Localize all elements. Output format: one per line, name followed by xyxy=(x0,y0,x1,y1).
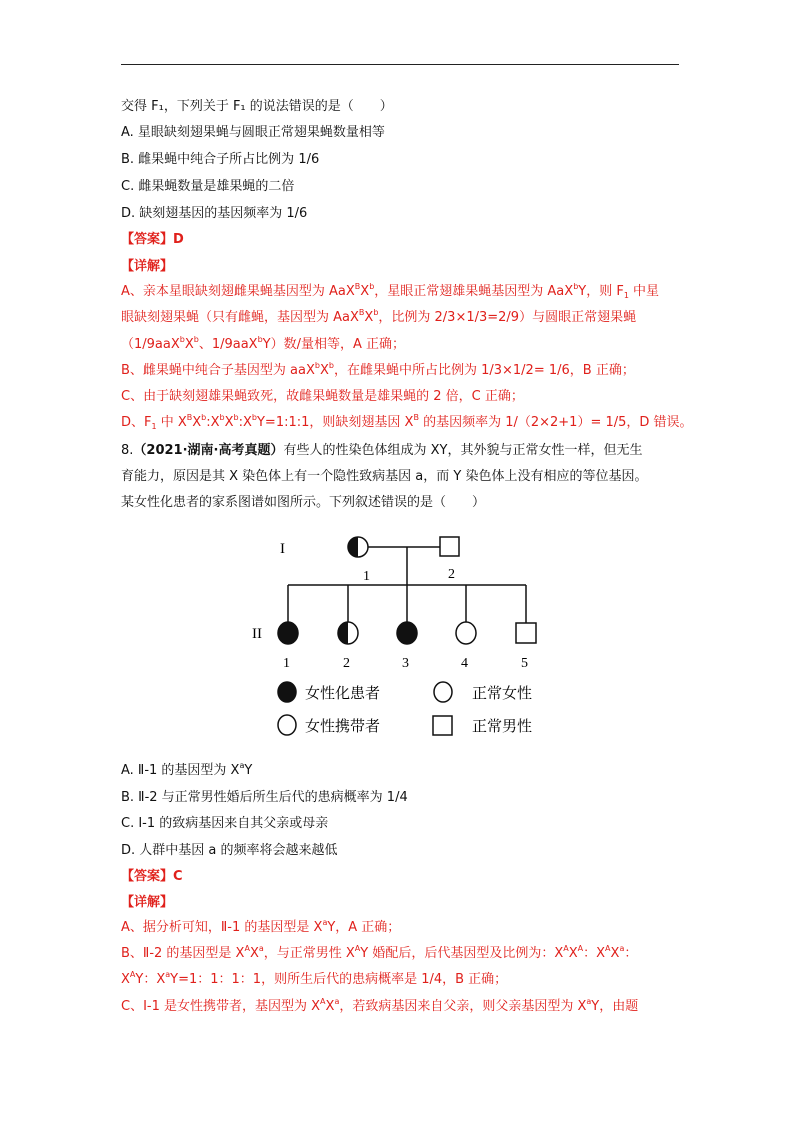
q8-explain-c: C、Ⅰ-1 是女性携带者，基因型为 $X^AX^a$，若致病基因来自父亲，则父亲基因型为 $X^aY$，由题 xyxy=(121,997,639,1014)
q8-explain-b-line1: B、Ⅱ-2 的基因型是 $X^AX^a$，与正常男性 $X^AY$ 婚配后，后代基因型及比例为：$X^AX^A$：$X^AX^a$： xyxy=(121,944,638,961)
individual-II-4 xyxy=(456,622,476,644)
q8-explain-b-line2: $X^AY$：$X^aY=1$：1：1：1，则所生后代的患病概率是 1/4，B 正确； xyxy=(121,970,508,987)
q8-option-d: D. 人群中基因 a 的频率将会越来越低 xyxy=(121,843,338,858)
q7-explain-a-line1: A、亲本星眼缺刻翅雌果蝇基因型为 $AaX^BX^b$，星眼正常翅雄果蝇基因型为 AaX$^b$Y，则 $F_1$ 中星 xyxy=(121,282,660,300)
individual-number-I-2: 2 xyxy=(448,567,455,582)
q8-stem-line1: 8.（2021·湖南·高考真题）有些人的性染色体组成为 XY，其外貌与正常女性一样，但无生 xyxy=(121,443,643,458)
individual-number-II-4: 4 xyxy=(461,656,468,671)
q8-option-c: C. I-1 的致病基因来自其父亲或母亲 xyxy=(121,816,329,831)
individual-number-II-3: 3 xyxy=(402,656,409,671)
q7-explain-a-line3: （$1/9aaX^bX^b$、1/9aaX$^b$Y）数/量相等，A 正确； xyxy=(121,335,406,352)
generation-label-2: II xyxy=(252,626,262,642)
legend-affected-symbol xyxy=(278,682,296,702)
q8-stem-line2: 育能力，原因是其 X 染色体上有一个隐性致病基因 a，而 Y 染色体上没有相应的等位基因。 xyxy=(121,469,648,484)
individual-II-5 xyxy=(516,623,536,643)
q7-detail-label: 【详解】 xyxy=(121,259,174,274)
q8-detail-label: 【详解】 xyxy=(121,895,174,910)
q7-option-a: A. 星眼缺刻翅果蝇与圆眼正常翅果蝇数量相等 xyxy=(121,125,385,140)
individual-number-II-1: 1 xyxy=(283,656,290,671)
individual-II-3 xyxy=(397,622,417,644)
q7-stem: 交得 F₁，下列关于 F₁ 的说法错误的是（ ） xyxy=(121,99,393,114)
header-rule xyxy=(121,64,679,65)
legend-affected-label: 女性化患者 xyxy=(305,686,381,702)
q7-option-b: B. 雌果蝇中纯合子所占比例为 1/6 xyxy=(121,152,320,167)
legend-normal-male-symbol xyxy=(433,716,452,735)
q7-option-c: C. 雌果蝇数量是雄果蝇的二倍 xyxy=(121,179,295,194)
individual-number-II-5: 5 xyxy=(521,656,528,671)
individual-I-1 xyxy=(348,537,368,557)
individual-number-I-1: 1 xyxy=(363,569,370,584)
q7-explain-c: C、由于缺刻翅雄果蝇致死，故雌果蝇数量是雄果蝇的 2 倍，C 正确； xyxy=(121,389,524,404)
q7-explain-b: B、雌果蝇中纯合子基因型为 $aaX^bX^b$，在雌果蝇中所占比例为 1/3×1/2= 1/6，B 正确； xyxy=(121,361,635,378)
legend-normal-male-label: 正常男性 xyxy=(472,719,533,735)
individual-I-2 xyxy=(440,537,459,556)
generation-label-1: I xyxy=(280,541,285,557)
q7-explain-a-line2: 眼缺刻翅果蝇（只有雌蝇，基因型为 $AaX^BX^b$，比例为 2/3×1/3=2/9）与圆眼正常翅果蝇 xyxy=(121,308,637,325)
q8-option-b: B. Ⅱ-2 与正常男性婚后所生后代的患病概率为 1/4 xyxy=(121,790,408,805)
legend-normal-female-symbol xyxy=(434,682,452,702)
pedigree-chart xyxy=(250,530,570,740)
legend-carrier-symbol xyxy=(278,715,296,740)
q8-explain-a: A、据分析可知，Ⅱ-1 的基因型是 $X^aY$，A 正确； xyxy=(121,918,401,935)
individual-number-II-2: 2 xyxy=(343,656,350,671)
legend-normal-female-label: 正常女性 xyxy=(472,686,533,702)
legend-carrier-label: 女性携带者 xyxy=(305,719,381,735)
q7-answer: 【答案】D xyxy=(121,232,184,247)
individual-II-1 xyxy=(278,622,298,644)
q8-answer: 【答案】C xyxy=(121,869,183,884)
q7-explain-d: D、$F_1$ 中 $X^BX^b:X^bX^b:X^bY=1:1:1$，则缺刻翅基因 $X^B$ 的基因频率为 1/（2×2+1）= 1/5，D 错误。 xyxy=(121,413,693,431)
q7-option-d: D. 缺刻翅基因的基因频率为 1/6 xyxy=(121,206,308,221)
q8-option-a: A. Ⅱ-1 的基因型为 $X^aY$ xyxy=(121,761,253,778)
q8-stem-line3: 某女性化患者的家系图谱如图所示。下列叙述错误的是（ ） xyxy=(121,495,486,510)
individual-II-2 xyxy=(338,622,358,644)
